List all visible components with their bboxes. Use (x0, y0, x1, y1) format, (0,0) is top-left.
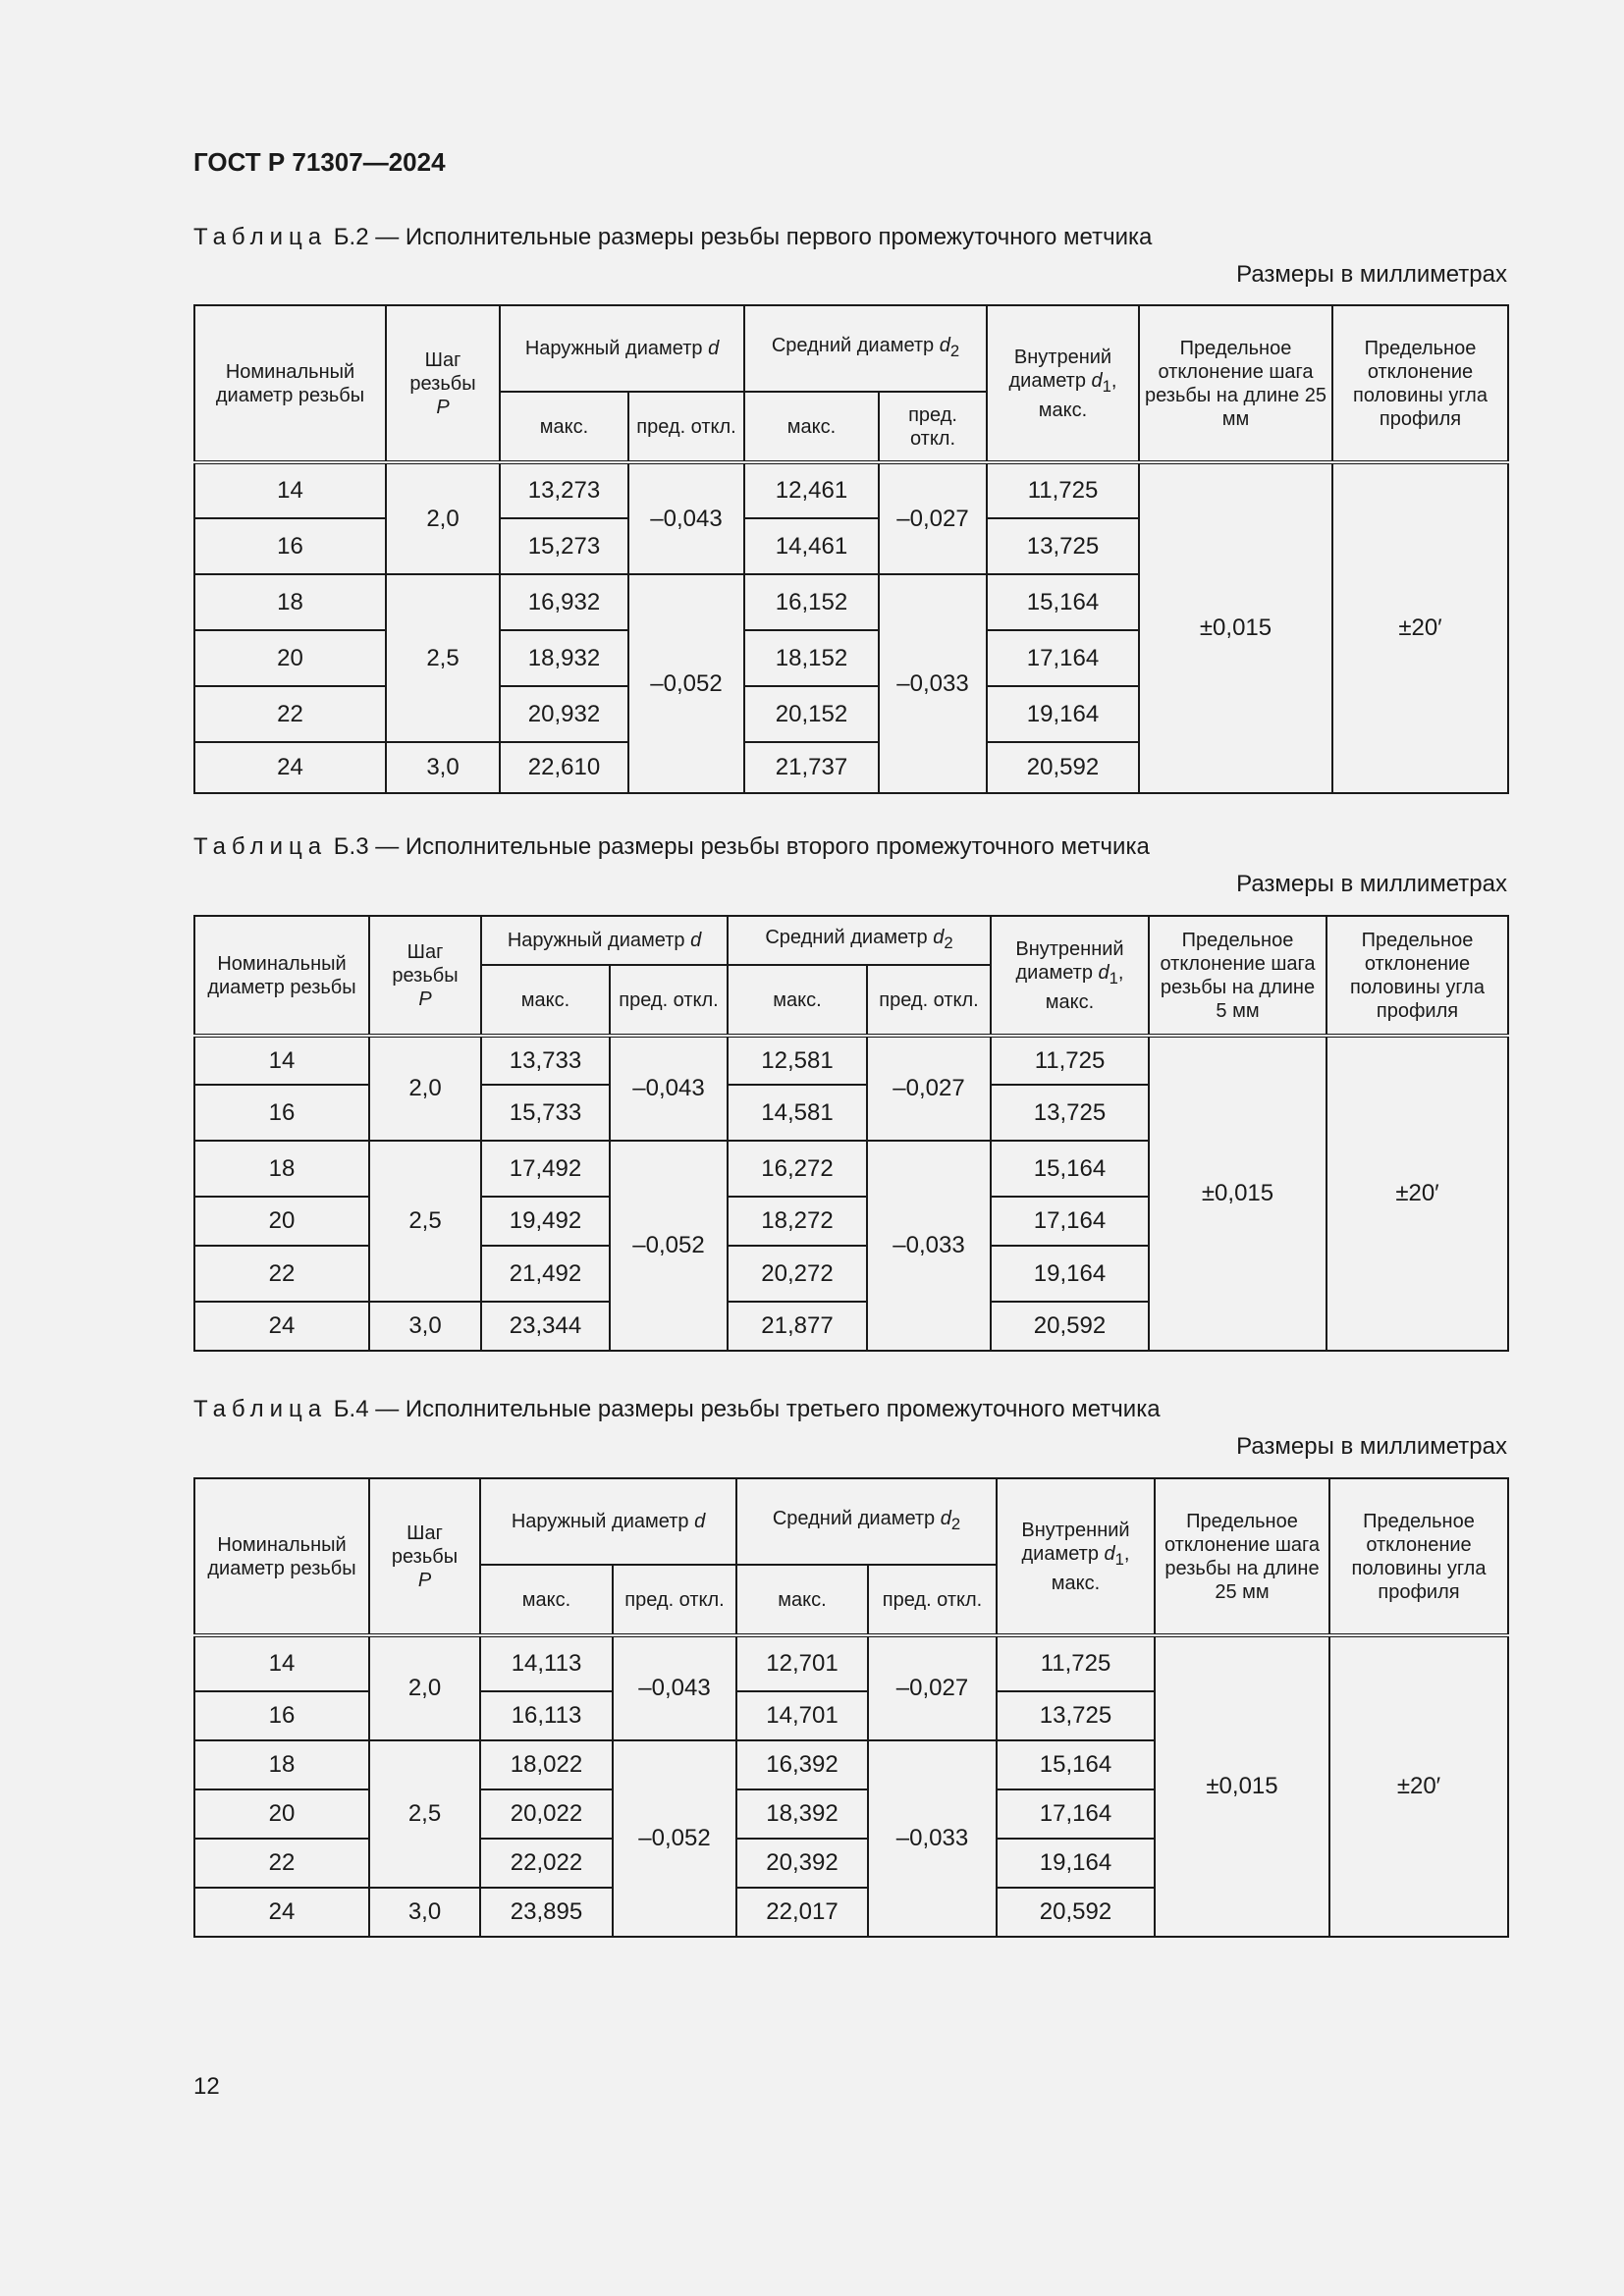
header-row (194, 1478, 1508, 1565)
header-outer-tolerance: пред. откл. (610, 965, 728, 1036)
cell-nominal: 18 (194, 1740, 369, 1789)
cell-mid-max: 18,272 (728, 1197, 867, 1246)
cell-outer-max: 18,022 (480, 1740, 613, 1789)
cell-nominal: 16 (194, 1085, 369, 1141)
header-inner-symbol: d (1098, 961, 1110, 984)
header-pitch-label: Шаг резьбы (409, 348, 476, 395)
cell-nominal: 20 (194, 1789, 369, 1839)
header-nominal-diameter (194, 1478, 369, 1635)
page-number: 12 (193, 2073, 220, 2100)
header-inner-diameter (987, 305, 1139, 462)
thread-dimensions-table (193, 915, 1509, 1352)
header-mid-diameter (728, 916, 991, 965)
cell-inner-max: 17,164 (987, 630, 1139, 686)
cell-half-angle-deviation: ±20′ (1329, 1635, 1508, 1937)
cell-outer-max: 19,492 (481, 1197, 610, 1246)
header-mid-diameter (744, 305, 987, 392)
header-pitch-symbol: P (436, 396, 450, 418)
cell-mid-tolerance: –0,033 (868, 1740, 997, 1937)
cell-nominal: 24 (194, 1302, 369, 1351)
cell-mid-max: 18,392 (736, 1789, 868, 1839)
cell-mid-max: 16,152 (744, 574, 879, 630)
cell-inner-max: 19,164 (991, 1246, 1149, 1302)
cell-inner-max: 19,164 (987, 686, 1139, 742)
header-mid-max: макс. (728, 965, 867, 1036)
cell-mid-max: 20,152 (744, 686, 879, 742)
cell-mid-max: 14,701 (736, 1691, 868, 1740)
header-pitch-deviation-label: Предельное отклонение шага резьбы на длине 25 мм (1145, 337, 1326, 430)
cell-mid-max: 21,877 (728, 1302, 867, 1351)
table-caption-label: Таблица (193, 1396, 328, 1422)
table-caption (193, 224, 1152, 251)
cell-mid-max: 12,701 (736, 1635, 868, 1691)
header-nominal-label: Номинальный диаметр резьбы (207, 1533, 356, 1579)
header-half-angle-deviation (1326, 916, 1508, 1036)
cell-nominal: 14 (194, 1036, 369, 1085)
cell-nominal: 14 (194, 1635, 369, 1691)
cell-mid-max: 12,581 (728, 1036, 867, 1085)
cell-pitch: 2,0 (386, 462, 500, 574)
header-mid-tolerance: пред. откл. (867, 965, 991, 1036)
header-outer-diameter (480, 1478, 736, 1565)
header-pitch-deviation (1155, 1478, 1329, 1635)
table-caption-text: Б.2 — Исполнительные размеры резьбы первого промежуточного метчика (333, 224, 1153, 250)
header-half-angle-label: Предельное отклонение половины угла профиля (1350, 929, 1485, 1022)
header-mid-label: Средний диаметр (765, 927, 928, 948)
header-outer-max: макс. (480, 1565, 613, 1635)
table-caption (193, 1396, 1161, 1423)
header-mid-symbol: d (940, 1508, 951, 1529)
header-half-angle-deviation (1332, 305, 1508, 462)
cell-nominal: 14 (194, 462, 386, 518)
header-pitch-symbol: P (418, 988, 432, 1010)
header-row (194, 305, 1508, 392)
cell-pitch: 3,0 (369, 1888, 480, 1937)
cell-nominal: 18 (194, 574, 386, 630)
cell-inner-max: 19,164 (997, 1839, 1155, 1888)
cell-mid-max: 14,461 (744, 518, 879, 574)
cell-inner-max: 20,592 (987, 742, 1139, 793)
header-inner-diameter (997, 1478, 1155, 1635)
header-pitch-deviation (1149, 916, 1326, 1036)
header-inner-subscript: 1 (1109, 968, 1118, 988)
cell-half-angle-deviation: ±20′ (1332, 462, 1508, 793)
cell-mid-max: 14,581 (728, 1085, 867, 1141)
cell-mid-tolerance: –0,033 (867, 1141, 991, 1351)
cell-pitch-deviation: ±0,015 (1155, 1635, 1329, 1937)
header-inner-label: Внутрений диаметр (1008, 346, 1112, 392)
header-outer-diameter (500, 305, 744, 392)
header-outer-label: Наружный диаметр (524, 338, 703, 359)
cell-outer-max: 20,022 (480, 1789, 613, 1839)
cell-inner-max: 11,725 (987, 462, 1139, 518)
header-outer-max: макс. (481, 965, 610, 1036)
header-nominal-label: Номинальный диаметр резьбы (215, 360, 365, 406)
header-mid-max: макс. (744, 392, 879, 462)
header-mid-label: Средний диаметр (772, 1508, 936, 1529)
table-row (194, 1635, 1508, 1691)
cell-mid-tolerance: –0,027 (868, 1635, 997, 1740)
cell-pitch-deviation: ±0,015 (1139, 462, 1332, 793)
header-mid-subscript: 2 (950, 1515, 961, 1533)
header-half-angle-label: Предельное отклонение половины угла профиля (1353, 337, 1488, 430)
header-inner-subscript: 1 (1102, 376, 1111, 396)
header-outer-tolerance: пред. откл. (628, 392, 744, 462)
cell-outer-max: 21,492 (481, 1246, 610, 1302)
thread-dimensions-table (193, 1477, 1509, 1938)
table-row (194, 1036, 1508, 1085)
header-pitch-deviation-label: Предельное отклонение шага резьбы на длине 25 мм (1164, 1510, 1321, 1603)
cell-inner-max: 13,725 (991, 1085, 1149, 1141)
cell-mid-max: 21,737 (744, 742, 879, 793)
header-nominal-diameter (194, 305, 386, 462)
cell-inner-max: 15,164 (987, 574, 1139, 630)
cell-mid-tolerance: –0,027 (879, 462, 987, 574)
header-pitch (369, 1478, 480, 1635)
cell-inner-max: 17,164 (991, 1197, 1149, 1246)
header-inner-label: Внутренний диаметр (1021, 1519, 1130, 1565)
cell-outer-tolerance: –0,043 (628, 462, 744, 574)
header-pitch-label: Шаг резьбы (391, 1522, 459, 1568)
cell-outer-max: 18,932 (500, 630, 628, 686)
header-nominal-diameter (194, 916, 369, 1036)
cell-mid-max: 16,272 (728, 1141, 867, 1197)
header-pitch-symbol: P (417, 1569, 432, 1591)
units-label: Размеры в миллиметрах (1236, 1433, 1507, 1460)
units-label: Размеры в миллиметрах (1236, 261, 1507, 288)
cell-outer-max: 22,022 (480, 1839, 613, 1888)
cell-outer-max: 22,610 (500, 742, 628, 793)
document-code: ГОСТ Р 71307—2024 (193, 147, 446, 177)
cell-outer-max: 15,273 (500, 518, 628, 574)
header-mid-tolerance: пред. откл. (879, 392, 987, 462)
table-caption-label: Таблица (193, 224, 328, 250)
table-caption-text: Б.4 — Исполнительные размеры резьбы третьего промежуточного метчика (333, 1396, 1161, 1422)
header-mid-subscript: 2 (949, 342, 960, 360)
header-mid-symbol: d (933, 927, 945, 948)
cell-inner-max: 13,725 (997, 1691, 1155, 1740)
cell-nominal: 22 (194, 686, 386, 742)
cell-outer-max: 20,932 (500, 686, 628, 742)
cell-outer-max: 23,344 (481, 1302, 610, 1351)
table-row (194, 462, 1508, 518)
cell-outer-max: 23,895 (480, 1888, 613, 1937)
cell-mid-max: 12,461 (744, 462, 879, 518)
cell-outer-max: 13,273 (500, 462, 628, 518)
cell-pitch: 2,5 (369, 1141, 481, 1302)
cell-nominal: 16 (194, 518, 386, 574)
thread-dimensions-table (193, 304, 1509, 794)
cell-nominal: 22 (194, 1839, 369, 1888)
header-mid-tolerance: пред. откл. (868, 1565, 997, 1635)
header-outer-tolerance: пред. откл. (613, 1565, 736, 1635)
cell-mid-max: 20,272 (728, 1246, 867, 1302)
cell-nominal: 24 (194, 742, 386, 793)
cell-inner-max: 20,592 (991, 1302, 1149, 1351)
header-mid-max: макс. (736, 1565, 868, 1635)
cell-nominal: 22 (194, 1246, 369, 1302)
cell-outer-max: 13,733 (481, 1036, 610, 1085)
header-inner-diameter (991, 916, 1149, 1036)
header-inner-subscript: 1 (1114, 1549, 1124, 1569)
cell-outer-tolerance: –0,043 (613, 1635, 736, 1740)
cell-inner-max: 17,164 (997, 1789, 1155, 1839)
header-inner-suffix: , макс. (1045, 961, 1124, 1013)
header-pitch-deviation-label: Предельное отклонение шага резьбы на длине 5 мм (1160, 929, 1316, 1022)
cell-nominal: 20 (194, 1197, 369, 1246)
cell-pitch-deviation: ±0,015 (1149, 1036, 1326, 1351)
cell-outer-tolerance: –0,052 (628, 574, 744, 793)
header-outer-symbol: d (694, 1511, 706, 1532)
header-mid-diameter (736, 1478, 997, 1565)
units-label: Размеры в миллиметрах (1236, 871, 1507, 897)
header-pitch-deviation (1139, 305, 1332, 462)
cell-outer-tolerance: –0,043 (610, 1036, 728, 1141)
cell-outer-max: 17,492 (481, 1141, 610, 1197)
cell-nominal: 18 (194, 1141, 369, 1197)
header-outer-symbol: d (690, 930, 702, 951)
cell-pitch: 2,0 (369, 1635, 480, 1740)
header-half-angle-label: Предельное отклонение половины угла профиля (1351, 1510, 1487, 1603)
cell-half-angle-deviation: ±20′ (1326, 1036, 1508, 1351)
header-inner-label: Внутренний диаметр (1015, 937, 1124, 984)
cell-inner-max: 11,725 (997, 1635, 1155, 1691)
header-inner-symbol: d (1104, 1542, 1115, 1565)
cell-pitch: 3,0 (369, 1302, 481, 1351)
cell-inner-max: 15,164 (997, 1740, 1155, 1789)
header-nominal-label: Номинальный диаметр резьбы (207, 952, 356, 998)
cell-nominal: 16 (194, 1691, 369, 1740)
cell-inner-max: 13,725 (987, 518, 1139, 574)
cell-pitch: 2,0 (369, 1036, 481, 1141)
cell-mid-tolerance: –0,033 (879, 574, 987, 793)
cell-outer-max: 16,932 (500, 574, 628, 630)
cell-mid-max: 20,392 (736, 1839, 868, 1888)
cell-pitch: 2,5 (386, 574, 500, 742)
cell-mid-max: 22,017 (736, 1888, 868, 1937)
header-inner-suffix: , макс. (1038, 369, 1117, 421)
header-pitch-label: Шаг резьбы (392, 940, 459, 987)
cell-outer-max: 14,113 (480, 1635, 613, 1691)
cell-mid-max: 18,152 (744, 630, 879, 686)
header-mid-symbol: d (939, 335, 950, 356)
header-outer-label: Наружный диаметр (511, 1511, 689, 1532)
cell-inner-max: 11,725 (991, 1036, 1149, 1085)
table-caption-label: Таблица (193, 833, 328, 860)
cell-mid-max: 16,392 (736, 1740, 868, 1789)
cell-mid-tolerance: –0,027 (867, 1036, 991, 1141)
cell-outer-max: 16,113 (480, 1691, 613, 1740)
header-row (194, 916, 1508, 965)
header-pitch (369, 916, 481, 1036)
cell-nominal: 24 (194, 1888, 369, 1937)
header-half-angle-deviation (1329, 1478, 1508, 1635)
header-outer-diameter (481, 916, 728, 965)
header-mid-subscript: 2 (944, 934, 953, 952)
header-outer-max: макс. (500, 392, 628, 462)
header-outer-label: Наружный диаметр (507, 930, 685, 951)
header-inner-suffix: , макс. (1051, 1542, 1130, 1594)
cell-pitch: 2,5 (369, 1740, 480, 1888)
header-mid-label: Средний диаметр (771, 335, 935, 356)
cell-outer-tolerance: –0,052 (613, 1740, 736, 1937)
cell-nominal: 20 (194, 630, 386, 686)
cell-outer-tolerance: –0,052 (610, 1141, 728, 1351)
header-outer-symbol: d (708, 338, 720, 359)
cell-outer-max: 15,733 (481, 1085, 610, 1141)
cell-inner-max: 20,592 (997, 1888, 1155, 1937)
table-caption-text: Б.3 — Исполнительные размеры резьбы второго промежуточного метчика (333, 833, 1150, 860)
table-caption (193, 833, 1150, 861)
header-inner-symbol: d (1091, 369, 1103, 392)
cell-pitch: 3,0 (386, 742, 500, 793)
cell-inner-max: 15,164 (991, 1141, 1149, 1197)
header-pitch (386, 305, 500, 462)
